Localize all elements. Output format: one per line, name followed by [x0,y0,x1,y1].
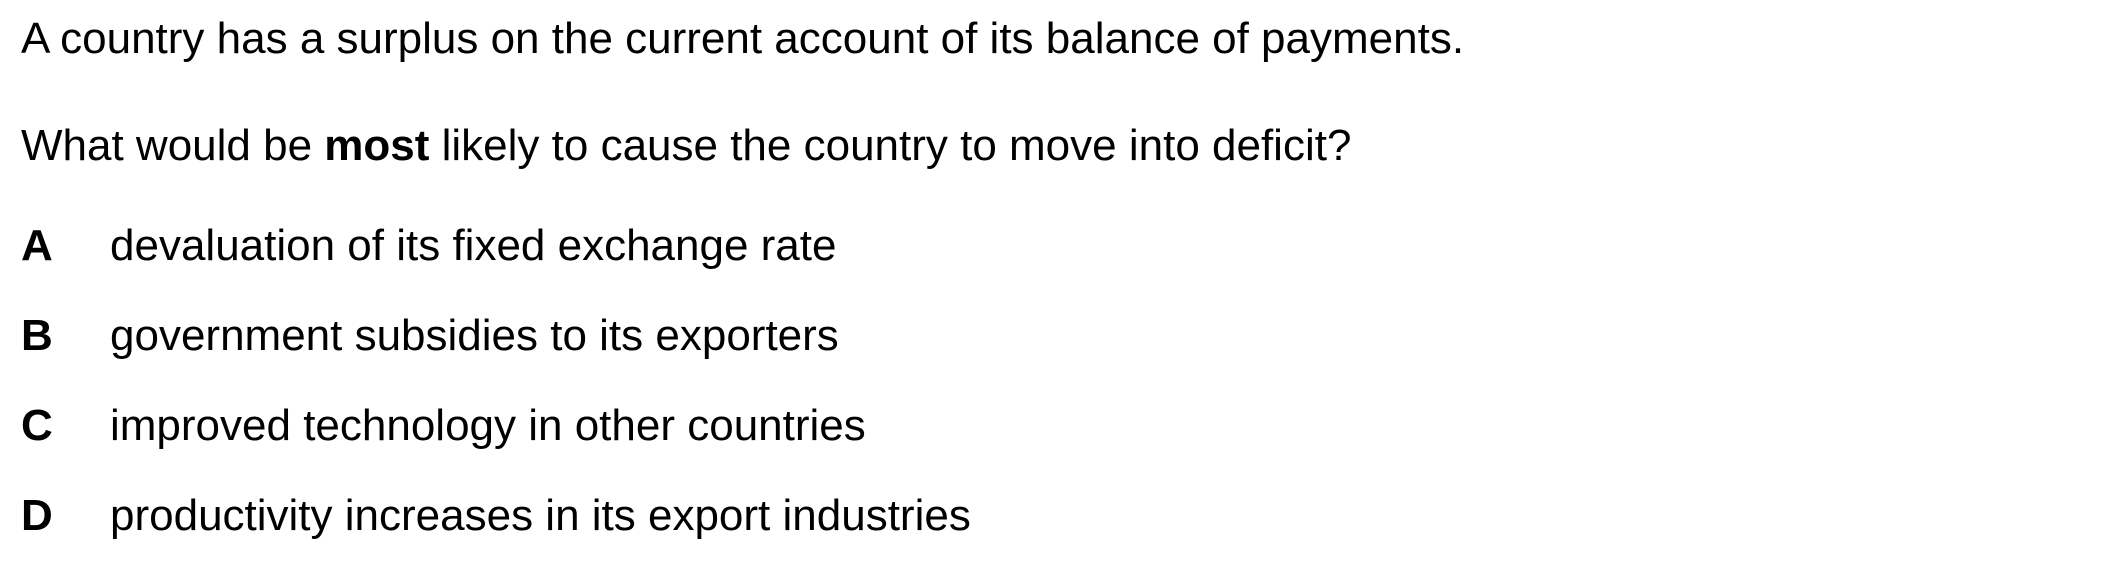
option-text: productivity increases in its export industries [110,491,971,540]
option-text: government subsidies to its exporters [110,311,839,360]
question-stem: A country has a surplus on the current account of its balance of payments. [21,14,1465,63]
option-letter: A [21,221,53,270]
prompt-emphasis: most [324,121,430,170]
prompt-before: What would be [21,121,325,170]
prompt-after: likely to cause the country to move into deficit? [429,121,1352,170]
option-letter: B [21,311,53,360]
option-letter: C [21,401,53,450]
option-text: improved technology in other countries [110,401,866,450]
option-text: devaluation of its fixed exchange rate [110,221,837,270]
option-letter: D [21,491,53,540]
question-prompt [21,121,1351,171]
